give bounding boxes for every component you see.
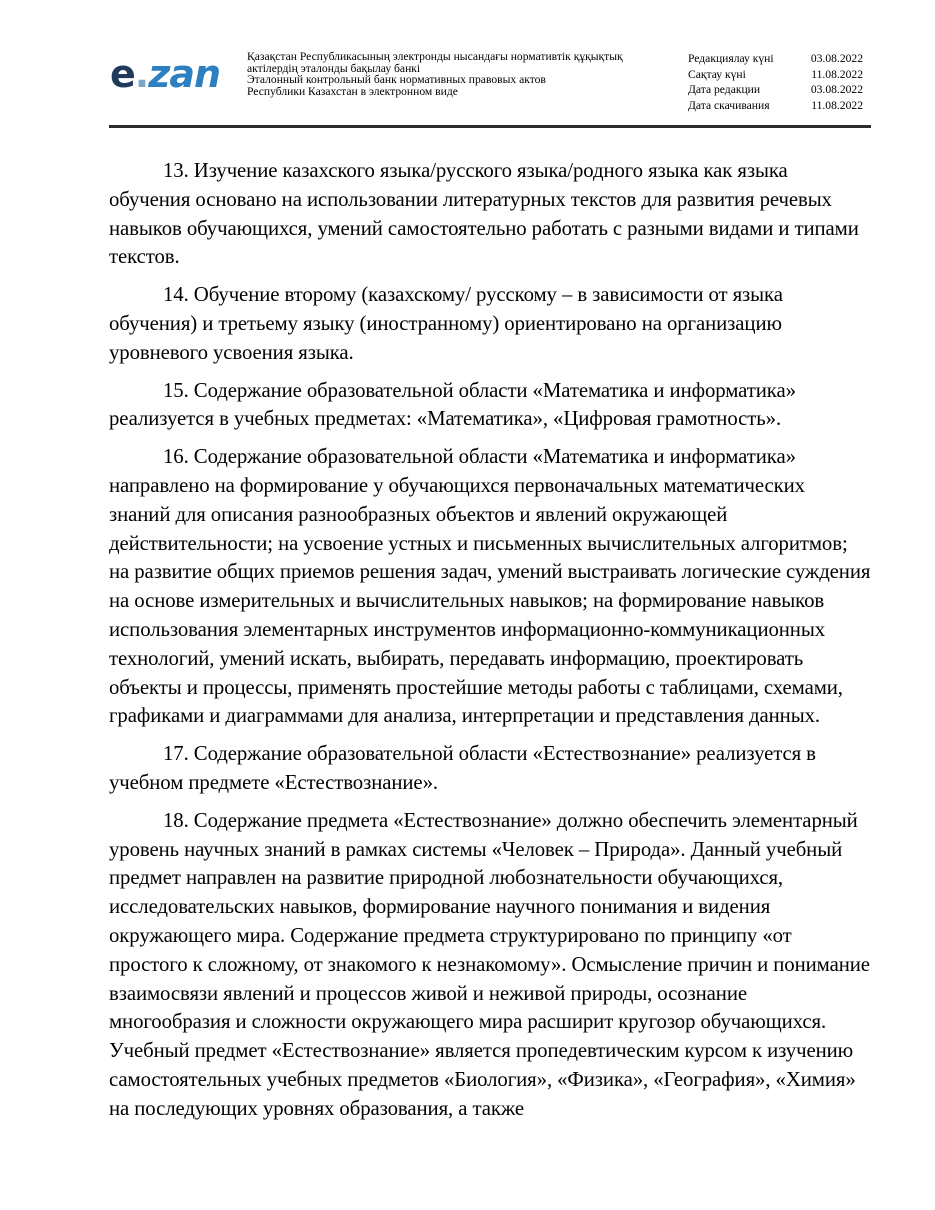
ezan-logo[interactable]: [110, 52, 220, 96]
logo-dot: .: [134, 52, 149, 96]
header-description-line: Қазақстан Республикасының электронды нысандағы нормативтік құқықтық: [247, 50, 623, 63]
meta-value: 03.08.2022: [810, 52, 863, 65]
paragraph-18: 18. Содержание предмета «Естествознание» должно обеспечить элементарный уровень научных знаний в рамках системы «Человек – Природа». Данный учебный предмет направлен на развитие природной любознательности обучающихся, исследовательских навыков, формирование научного понимания и видения окружающего мира. Содержание предмета структурировано по принципу «от простого к сложному, от знакомого к незнакомому». Осмысление причин и понимание взаимосвязи явлений и процессов живой и неживой природы, осознание многообразия и сложности окружающего мира расширит кругозор обучающихся. Учебный предмет «Естествознание» является пропедевтическим курсом к изучению самостоятельных учебных предметов «Биология», «Физика», «География», «Химия» на последующих уровнях образования, а также: [109, 808, 870, 1120]
document-body: [109, 157, 871, 1133]
paragraph-14: 14. Обучение второму (казахскому/ русскому – в зависимости от языка обучения) и третьему языку (иностранному) ориентировано на организацию уровневого усвоения языка.: [109, 283, 783, 364]
logo-part-zan: zan: [148, 52, 221, 96]
header-description-line: Республики Казахстан в электронном виде: [247, 84, 458, 98]
meta-value: 03.08.2022: [810, 83, 863, 96]
meta-label: Редакциялау күні: [688, 52, 774, 65]
header-description-line: Эталонный контрольный банк нормативных правовых актов: [247, 73, 546, 86]
meta-value: 11.08.2022: [811, 67, 863, 81]
header-description-line: актілердің эталонды бақылау банкі: [247, 61, 421, 75]
meta-row-edit-date-kz: [688, 51, 863, 67]
meta-label: Сақтау күні: [688, 67, 746, 81]
page-header: [0, 0, 935, 130]
meta-label: Дата скачивания: [688, 98, 770, 112]
meta-label: Дата редакции: [688, 83, 761, 96]
meta-row-edit-date-ru: [688, 82, 863, 98]
paragraph-15: 15. Содержание образовательной области «Математика и информатика» реализуется в учебных предметах: «Математика», «Цифровая грамотность».: [109, 378, 796, 431]
paragraph-16: 16. Содержание образовательной области «Математика и информатика» направлено на формирование у обучающихся первоначальных математических знаний для описания разнообразных объектов и явлений окружающей действительности; на усвоение устных и письменных вычислительных алгоритмов; на развитие общих приемов решения задач, умений выстраивать логические суждения на основе измерительных и вычислительных навыков; на формирование навыков использования элементарных инструментов информационно-коммуникационных технологий, умений искать, выбирать, передавать информацию, проектировать объекты и процессы, применять простейшие методы работы с таблицами, схемами, графиками и диаграммами для анализа, интерпретации и представления данных.: [109, 445, 871, 728]
meta-row-download-date-ru: [688, 98, 863, 114]
header-meta-dates: [688, 51, 863, 113]
header-divider: [109, 125, 871, 128]
meta-row-save-date-kz: [688, 67, 863, 83]
logo-part-e: e: [110, 52, 135, 96]
paragraph-17: 17. Содержание образовательной области «Естествознание» реализуется в учебном предмете «Естествознание».: [109, 742, 816, 794]
paragraph-13: 13. Изучение казахского языка/русского языка/родного языка как языка обучения основано на использовании литературных текстов для развития речевых навыков обучающихся, умений самостоятельно работать с разными видами и типами текстов.: [109, 159, 859, 269]
meta-value: 11.08.2022: [811, 98, 863, 112]
header-description: [247, 51, 667, 97]
